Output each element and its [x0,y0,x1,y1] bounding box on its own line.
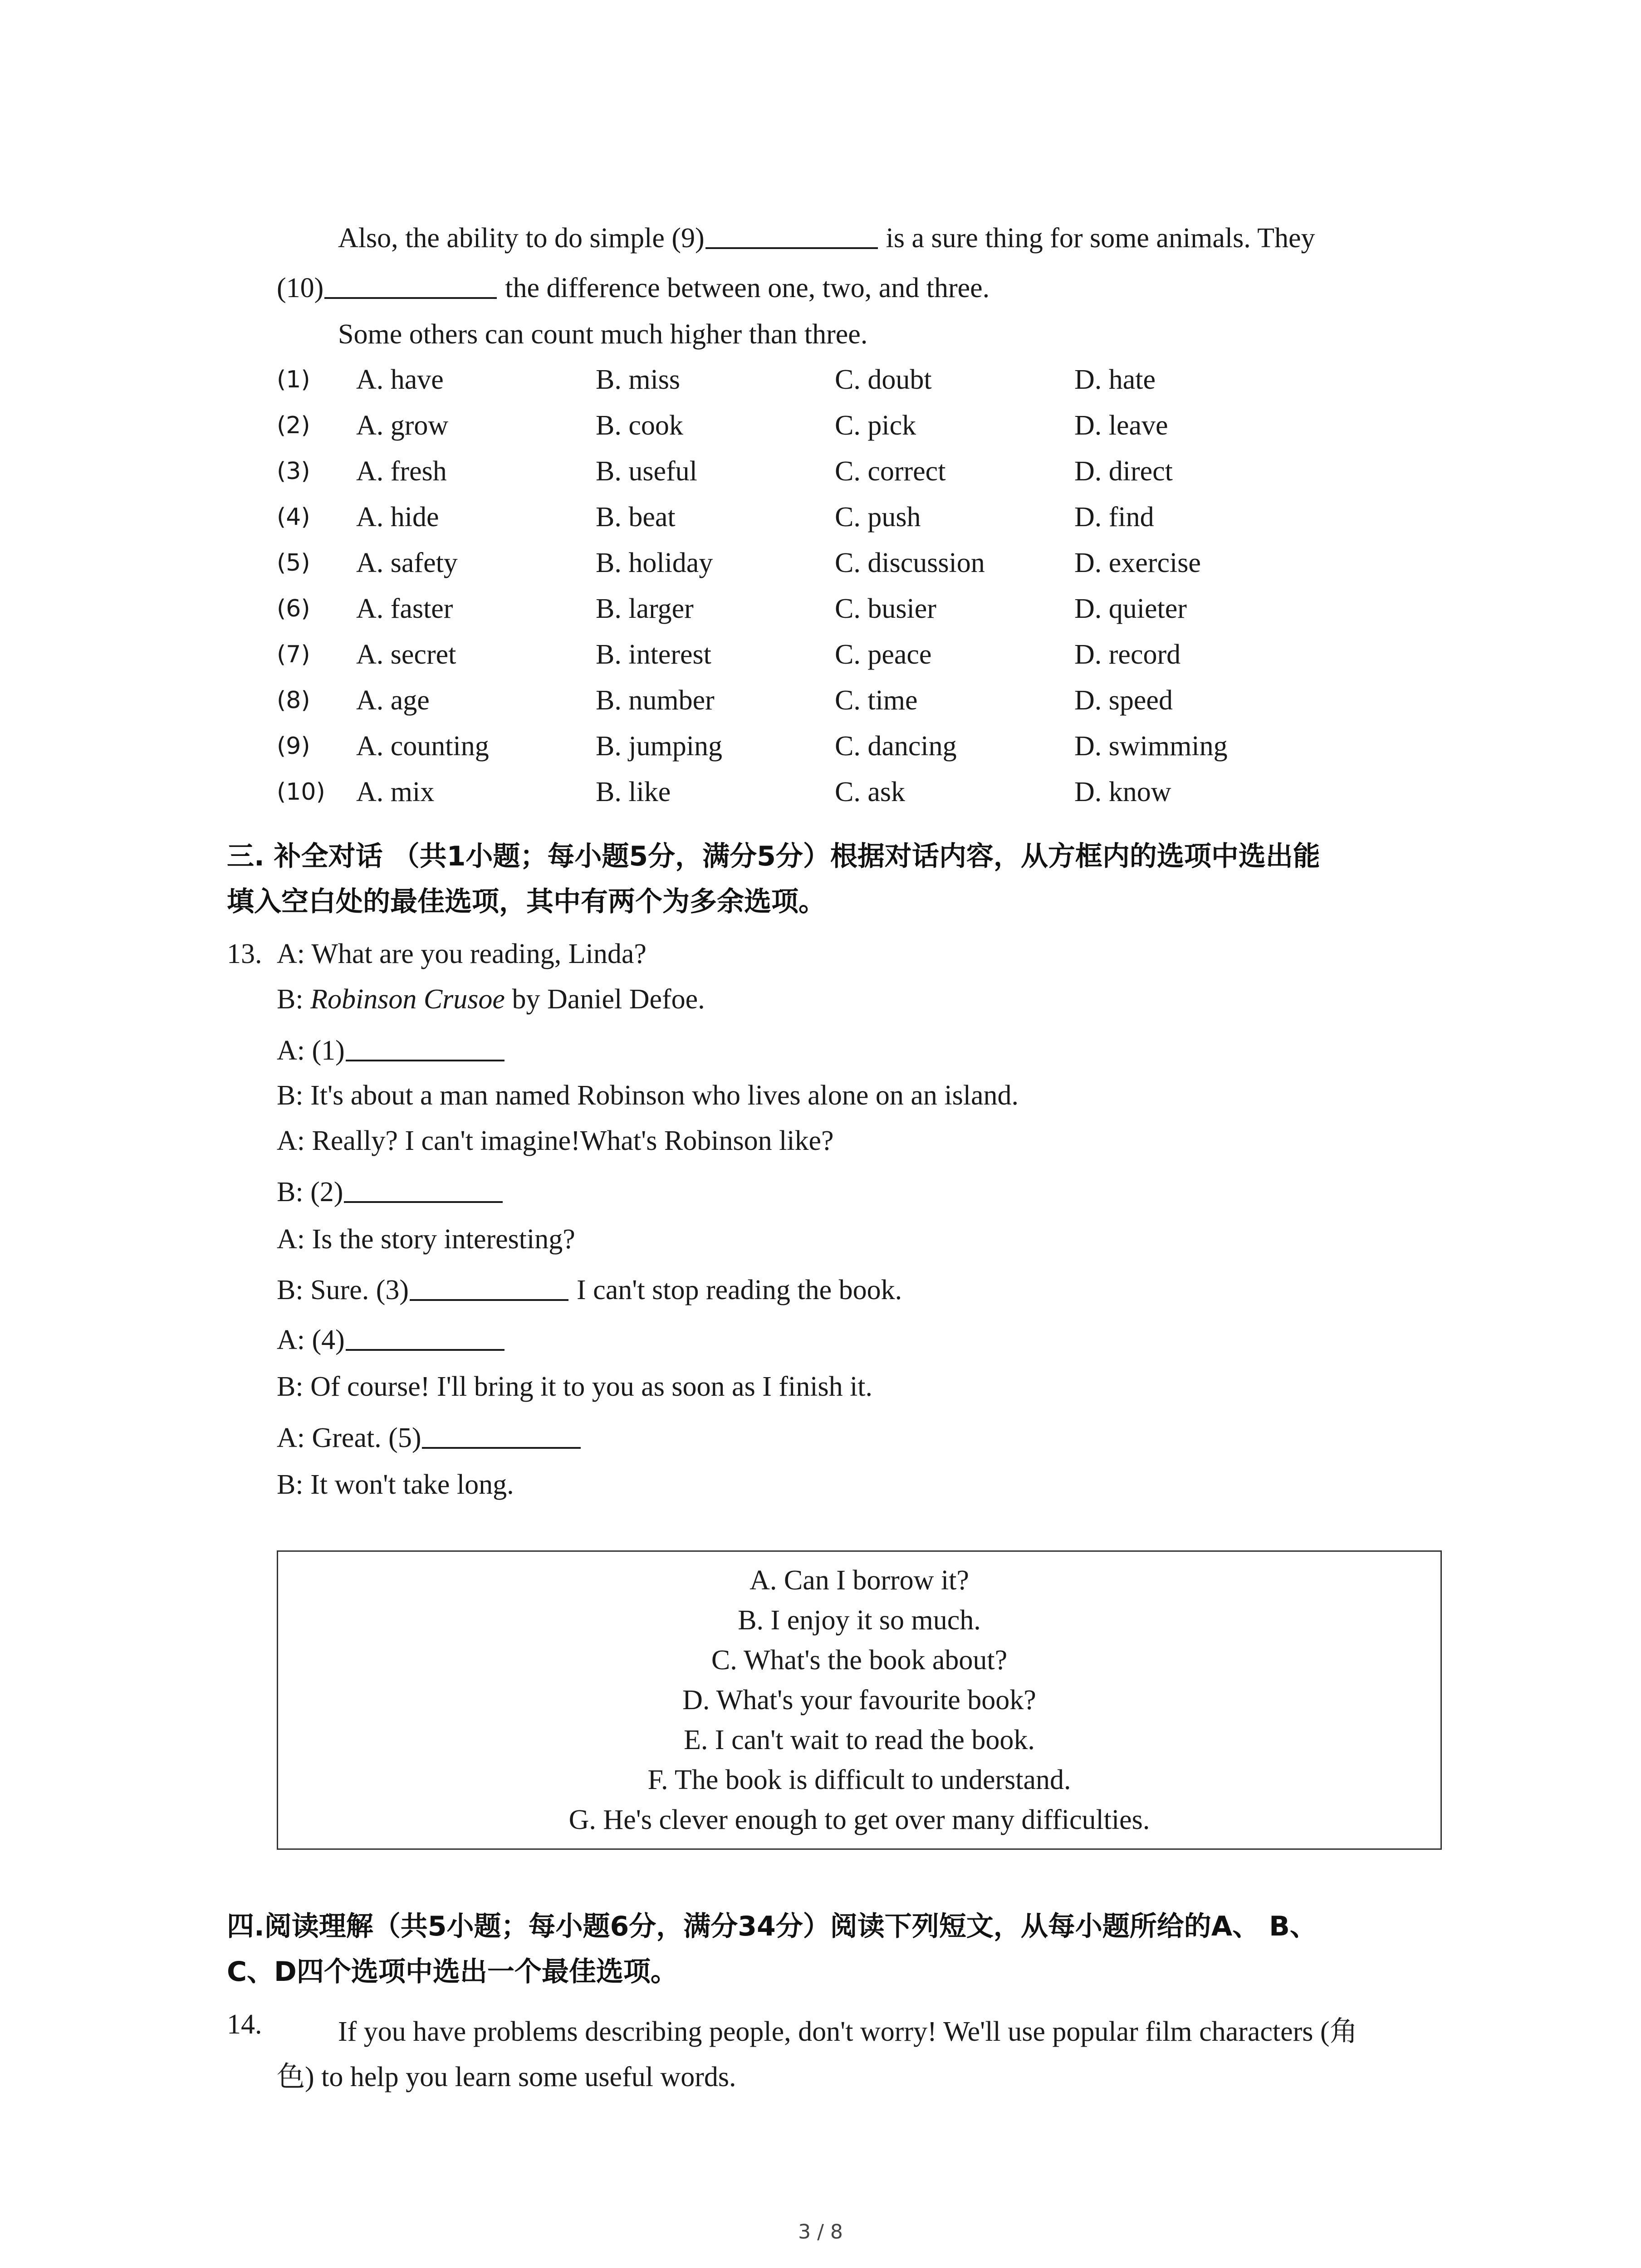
option-d: D. direct [1074,456,1173,487]
passage-line-2 [277,271,989,305]
choice-item: E. I can't wait to read the book. [684,1725,1035,1755]
dialogue-text: A: Great. (5) [277,1422,421,1453]
blank-9 [705,222,878,249]
option-a: A. have [356,364,444,395]
blank-2 [344,1176,503,1203]
dialogue-text: B: (2) [277,1177,343,1207]
option-b: B. interest [596,639,711,670]
option-c: C. pick [835,410,916,441]
option-a: A. safety [356,547,458,578]
option-b: B. number [596,685,715,716]
option-d: D. quieter [1074,593,1187,624]
option-d: D. hate [1074,364,1156,395]
option-d: D. exercise [1074,547,1201,578]
option-c: C. time [835,685,918,716]
option-c: C. dancing [835,731,957,762]
passage-line-3: Some others can count much higher than three. [338,319,868,350]
passage-text: Also, the ability to do simple (9) [338,223,705,254]
option-b: B. cook [596,410,683,441]
dialogue-line [277,1176,511,1208]
dialogue-text: A: (4) [277,1325,345,1355]
choice-item: D. What's your favourite book? [682,1685,1036,1716]
passage-text: the difference between one, two, and three. [505,273,990,303]
option-c: C. peace [835,639,932,670]
option-d: D. leave [1074,410,1168,441]
dialogue-text: I can't stop reading the book. [577,1275,902,1305]
option-b: B. holiday [596,547,713,578]
choice-item: A. Can I borrow it? [749,1565,969,1596]
speaker-b: B: [277,984,311,1015]
option-a: A. hide [356,502,439,533]
option-number: (10) [277,778,325,806]
option-b: B. miss [596,364,681,395]
dialogue-line [277,983,705,1016]
option-a: A. mix [356,777,435,807]
dialogue-line [277,1274,902,1306]
choice-box [277,1550,1442,1850]
passage-line-1 [338,221,1315,255]
section-4-heading-line-1: 四.阅读理解（共5小题；每小题6分，满分34分）阅读下列短文，从每小题所给的A、 B、 [227,1911,1317,1942]
option-number: (7) [277,641,310,668]
dialogue-line [277,1324,513,1356]
option-number: (6) [277,595,310,622]
option-c: C. busier [835,593,936,624]
section-3-heading-line-1: 三. 补全对话 （共1小题；每小题5分，满分5分）根据对话内容，从方框内的选项中选出能 [227,841,1320,872]
option-number: (3) [277,458,310,485]
passage-line: If you have problems describing people, don't worry! We'll use popular film characters (角 [338,2016,1358,2047]
book-title: Robinson Crusoe [310,984,505,1015]
dialogue-line: B: Of course! I'll bring it to you as soon as I finish it. [277,1371,873,1402]
option-number: (5) [277,549,310,577]
option-c: C. push [835,502,921,533]
option-a: A. faster [356,593,453,624]
option-c: C. ask [835,777,905,807]
choice-item: G. He's clever enough to get over many difficulties. [568,1804,1150,1835]
choice-item: C. What's the book about? [711,1645,1008,1676]
option-b: B. jumping [596,731,723,762]
choice-item: B. I enjoy it so much. [738,1605,981,1636]
dialogue-text: B: Sure. (3) [277,1275,409,1305]
passage-line: 色) to help you learn some useful words. [277,2062,736,2092]
option-a: A. secret [356,639,456,670]
dialogue-line: A: What are you reading, Linda? [277,938,647,969]
option-d: D. know [1074,777,1171,807]
option-d: D. swimming [1074,731,1228,762]
option-number: (4) [277,503,310,531]
option-number: (8) [277,687,310,714]
blank-5 [422,1422,581,1449]
passage-text: (10) [277,273,324,303]
option-a: A. fresh [356,456,447,487]
section-4-heading-line-2: C、D四个选项中选出一个最佳选项。 [227,1956,678,1988]
option-b: B. beat [596,502,676,533]
option-c: C. doubt [835,364,932,395]
dialogue-line [277,1034,513,1067]
question-number-13: 13. [227,938,262,969]
option-a: A. age [356,685,430,716]
option-number: (2) [277,412,310,439]
option-a: A. grow [356,410,449,441]
option-c: C. discussion [835,547,985,578]
choice-item: F. The book is difficult to understand. [647,1765,1071,1795]
option-b: B. larger [596,593,694,624]
dialogue-text: by Daniel Defoe. [505,984,705,1015]
option-number: (9) [277,733,310,760]
dialogue-text: A: (1) [277,1035,345,1066]
option-d: D. record [1074,639,1181,670]
option-b: B. like [596,777,671,807]
page-number: 3 / 8 [798,2220,843,2244]
dialogue-line: A: Really? I can't imagine!What's Robinson like? [277,1125,834,1156]
option-c: C. correct [835,456,946,487]
option-a: A. counting [356,731,489,762]
blank-4 [346,1324,505,1351]
dialogue-line: A: Is the story interesting? [277,1224,575,1255]
question-number-14: 14. [227,2009,262,2040]
blank-1 [346,1034,505,1061]
option-b: B. useful [596,456,697,487]
blank-3 [410,1274,568,1301]
dialogue-line [277,1422,589,1454]
dialogue-line: B: It won't take long. [277,1469,514,1500]
option-d: D. speed [1074,685,1173,716]
dialogue-line: B: It's about a man named Robinson who lives alone on an island. [277,1080,1019,1111]
section-3-heading-line-2: 填入空白处的最佳选项，其中有两个为多余选项。 [227,886,826,918]
option-d: D. find [1074,502,1154,533]
passage-text: is a sure thing for some animals. They [886,223,1315,254]
blank-10 [324,272,497,299]
option-number: (1) [277,366,310,393]
